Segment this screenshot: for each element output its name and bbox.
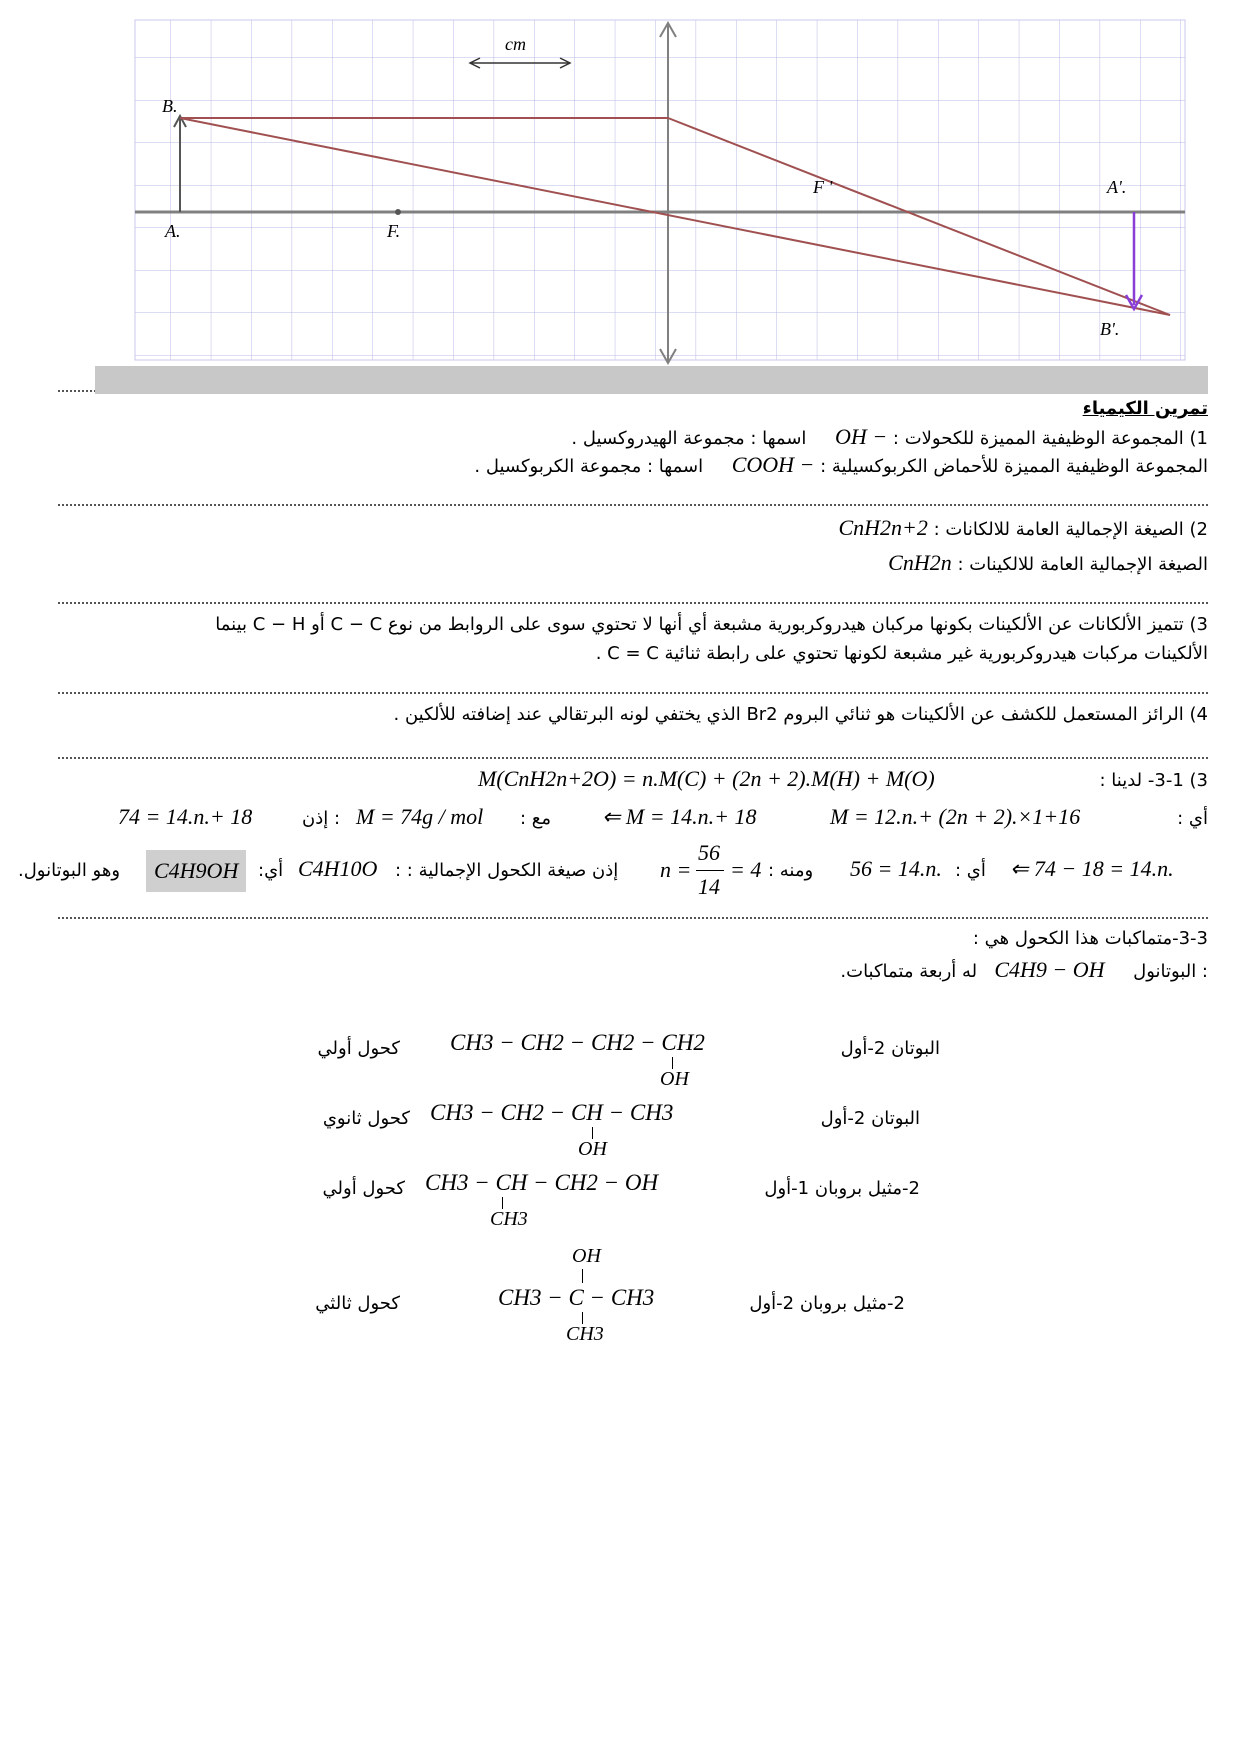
- separator: [58, 757, 1208, 759]
- isomer-type: كحول ثانوي: [322, 1108, 410, 1129]
- q31-ay3: أي:: [258, 860, 284, 881]
- q4-line1: 4) الرائز المستعمل للكشف عن الألكينات هو ثنائي البروم Br2 الذي يختفي لونه البرتقالي عند إضافته للألكين .: [393, 704, 1208, 725]
- alkane-formula: CnH2n+2: [838, 515, 928, 540]
- isomer-formula: CH3 − CH − CH2 − OH: [425, 1170, 659, 1195]
- q31-eq7: 56 = 14.n.: [850, 856, 942, 881]
- q31-maa: مع :: [520, 808, 552, 829]
- isomer-name: البوتان 2-أول: [820, 1108, 920, 1129]
- separator: [58, 917, 1208, 919]
- q1-line1: 1) المجموعة الوظيفية المميزة للكحولات : − OH اسمها : مجموعة الهيدروكسيل .: [571, 424, 1208, 449]
- isomer-type: كحول أولي: [317, 1038, 400, 1059]
- q31-butanol: وهو البوتانول.: [18, 860, 121, 881]
- q31-ay: أي :: [1177, 808, 1208, 829]
- separator: [58, 692, 1208, 694]
- optics-diagram: [130, 15, 1190, 365]
- q31-eq2: M = 12.n.+ (2n + 2).×1+16: [830, 804, 1081, 829]
- label-Bp: B'.: [1100, 319, 1120, 339]
- q31-eq4: M = 74g / mol: [356, 804, 484, 829]
- q31-eq3: ⇐ M = 14.n.+ 18: [602, 804, 757, 829]
- label-A: A.: [165, 221, 181, 241]
- q31-idhan: : إذن: [302, 808, 341, 829]
- q31-eq9: C4H10O: [298, 856, 378, 881]
- isomer-sub: OH: [578, 1138, 607, 1160]
- chem-title: تمرين الكيمياء: [1082, 398, 1208, 419]
- isomer-sub: OH: [660, 1068, 689, 1090]
- focus-F-point: [395, 209, 401, 215]
- isomer-top: OH: [572, 1245, 601, 1267]
- isomer-name: البوتان 2-أول: [840, 1038, 940, 1059]
- isomer-formula: CH3 − CH2 − CH2 − CH2: [450, 1030, 705, 1055]
- isomer-type: كحول ثالثي: [315, 1293, 400, 1314]
- isomer-3: [0, 1170, 1240, 1240]
- label-B: B.: [162, 96, 178, 116]
- isomer-sub: CH3: [566, 1323, 604, 1345]
- label-F: F.: [387, 221, 401, 241]
- q31-eq6: ⇐ 74 − 18 = 14.n.: [1010, 856, 1174, 881]
- q31-formula-text: إذن صيغة الكحول الإجمالية : :: [395, 860, 619, 881]
- q31-intro: 3) 3-1- لدينا :: [1099, 770, 1208, 791]
- q31-eq5: 74 = 14.n.+ 18: [118, 804, 253, 829]
- label-Ap: A'.: [1107, 177, 1127, 197]
- separator: [58, 602, 1208, 604]
- q31-eq1: M(CnH2n+2O) = n.M(C) + (2n + 2).M(H) + M(O): [478, 766, 935, 791]
- q31-wa: ومنه :: [768, 860, 814, 881]
- isomer-name: 2-مثيل بروبان 2-أول: [749, 1293, 905, 1314]
- isomer-sub: CH3: [490, 1208, 528, 1230]
- isomer-2: [0, 1100, 1240, 1170]
- separator: [58, 504, 1208, 506]
- isomer-formula: CH3 − CH2 − CH − CH3: [430, 1100, 674, 1125]
- q3-line1: 3) تتميز الألكانات عن الألكينات بكونها مركبان هيدروكربورية مشبعة أي أنها لا تحتوي سوى على الروابط من نوع C − C أو C − H بينما: [215, 614, 1208, 635]
- isomer-1: [0, 1030, 1240, 1100]
- q31-ay2: أي :: [955, 860, 986, 881]
- cm-label: cm: [505, 34, 526, 54]
- q3-line2: الألكينات مركبات هيدروكربورية غير مشبعة لكونها تحتوي على رابطة ثنائية C = C .: [595, 643, 1208, 664]
- q2-line1: 2) الصيغة الإجمالية العامة للالكانات : CnH2n+2: [838, 515, 1208, 540]
- isomer-4: [0, 1245, 1240, 1355]
- q2-line2: الصيغة الإجمالية العامة للالكينات : CnH2n: [888, 550, 1208, 575]
- isomer-formula: CH3 − C − CH3: [498, 1285, 655, 1310]
- q33-line1: 3-3-متماكبات هذا الكحول هي :: [972, 928, 1208, 949]
- q33-line2: : البوتانول C4H9 − OH له أربعة متماكبات.: [840, 957, 1208, 982]
- gray-band: [95, 366, 1208, 394]
- isomer-type: كحول أولي: [322, 1178, 405, 1199]
- isomer-name: 2-مثيل بروبان 1-أول: [764, 1178, 920, 1199]
- label-Fp: F ': [813, 177, 833, 197]
- q1-line2: المجموعة الوظيفية المميزة للأحماض الكربوكسيلية : − COOH اسمها : مجموعة الكربوكسيل .: [474, 452, 1208, 477]
- grid-background: [135, 20, 1185, 360]
- alkene-formula: CnH2n: [888, 550, 952, 575]
- q31-eq10: C4H9OH: [146, 850, 246, 892]
